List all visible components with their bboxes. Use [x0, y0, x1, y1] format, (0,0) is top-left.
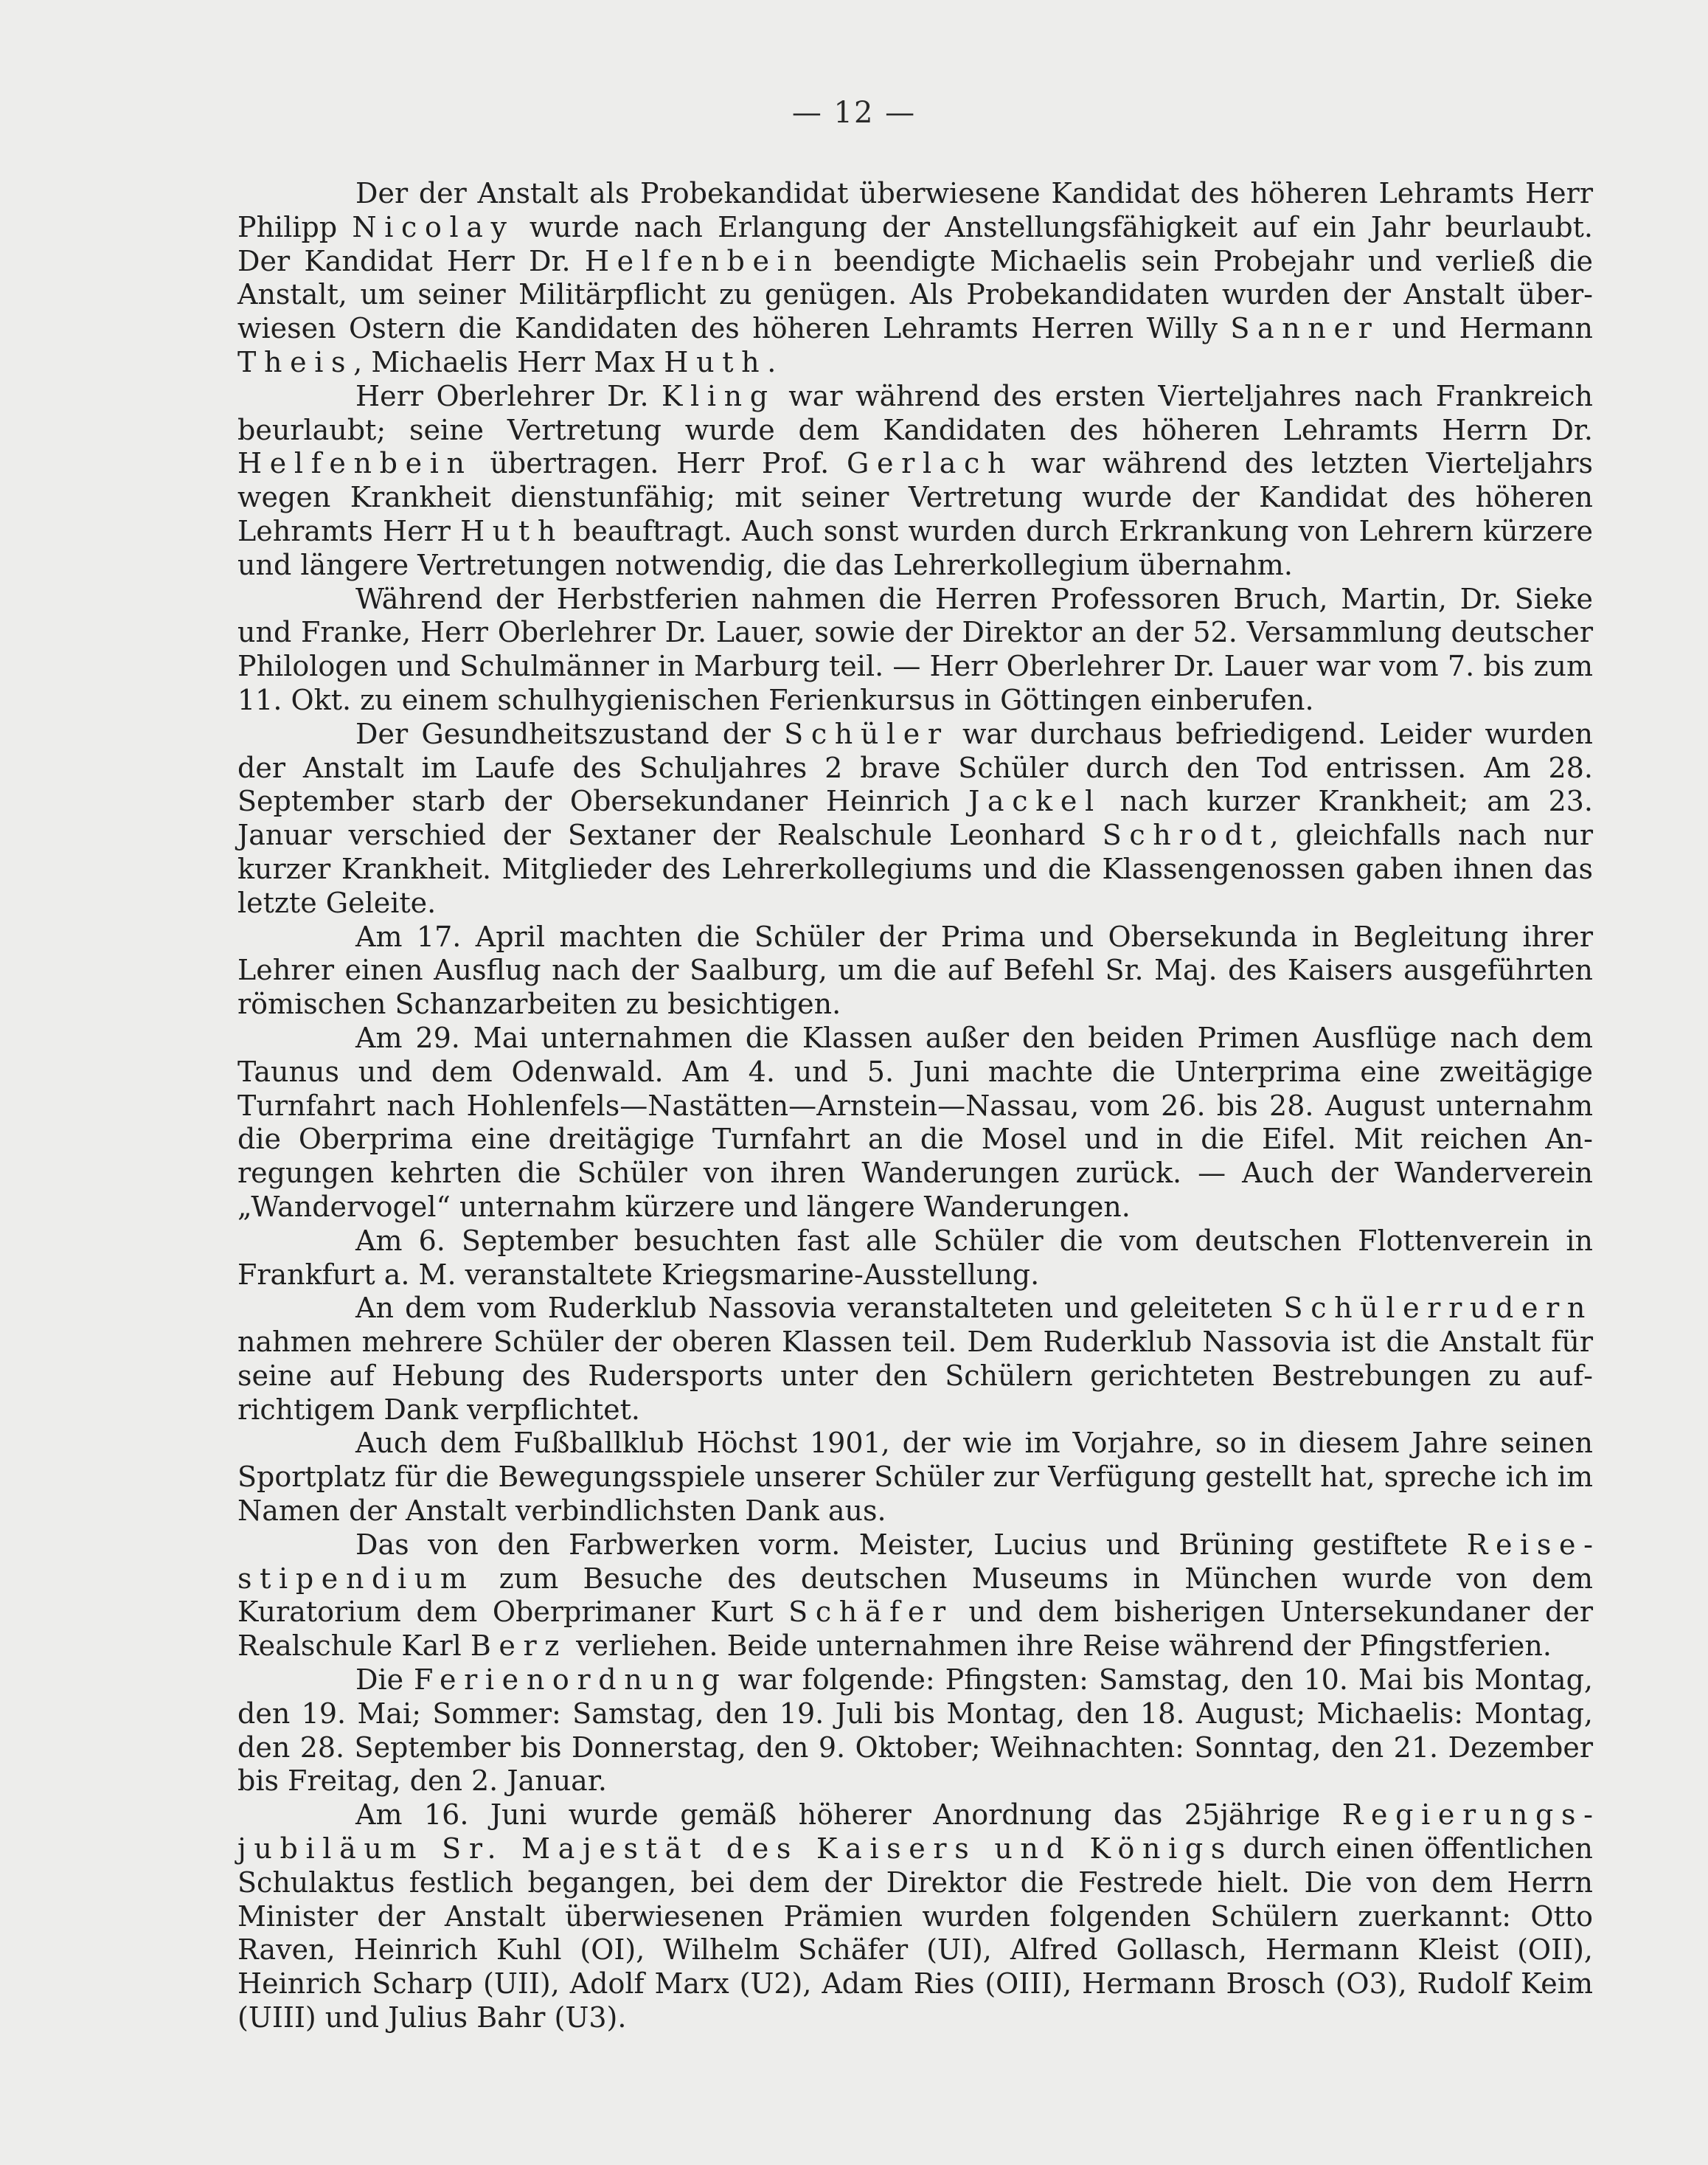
text-run: und Hermann [1379, 312, 1593, 345]
text-run: Am 17. April machten die Schüler der Prima und Obersekunda in Begleitung ihrer Lehrer einen Ausflug nach der Saalburg, um die auf Befehl Sr. Maj. des Kaisers ausgeführten römischen Schanzarbeiten zu besichtigen. [237, 920, 1593, 1021]
text-run: wurde nach Erlangung der Anstellungsfähigkeit auf ein Jahr beurlaubt. Der Kandidat Herr Dr. [237, 210, 1594, 277]
paragraph-candidates [237, 177, 1593, 380]
spaced-emphasis: Regierungsjubiläum Sr. Majestät des Kaisers und Königs [237, 1798, 1593, 1866]
text-run: Die [355, 1663, 414, 1697]
paragraph-health [237, 718, 1593, 921]
text-run: Der Gesundheitszustand der [355, 717, 785, 750]
text-run: und dem bisherigen Untersekundaner der Realschule Karl [237, 1596, 1593, 1663]
text-run: , Michaelis Herr Max [353, 345, 664, 378]
text-run: durch einen öffentlichen Schulaktus festlich begangen, bei dem der Direktor die Festrede hielt. Die von dem Herrn Minister der Anstalt überwiesenen Prämien wurden folgenden Schülern zuerkannt: Otto Raven, Heinrich Kuhl (OI), Wilhelm Schäfer (UI), Alfred Gollasch, Hermann Kleist (OII), Heinrich Scharp (UII), Adolf Marx (U2), Adam Ries (OIII), Hermann Brosch (O3), Rudolf Keim (UIII) und Julius Bahr (U3). [237, 1832, 1593, 2034]
paragraph-substitutions [237, 380, 1593, 583]
paragraph-travel-scholarship [237, 1528, 1593, 1663]
paragraph-navy-exhibition [237, 1224, 1593, 1292]
paragraph-rowing [237, 1292, 1593, 1427]
spaced-emphasis: Sanner [1230, 312, 1380, 345]
spaced-emphasis: Schülerrudern [1283, 1292, 1593, 1325]
text-run: zum Besuche des deutschen Museums in München wurde von dem Kuratorium dem Oberprimaner Kurt [237, 1562, 1593, 1629]
page-number: — 12 — [791, 96, 917, 130]
spaced-emphasis: Helfenbein [584, 244, 820, 277]
text-run: war während des ersten Vierteljahres nach Frankreich beurlaubt; seine Vertretung wurde dem Kandidaten des höheren Lehramts Herrn Dr. [237, 379, 1594, 446]
text-run: Am 16. Juni wurde gemäß höherer Anordnung das 25jährige [355, 1798, 1342, 1832]
text-run: Am 6. September besuchten fast alle Schüler die vom deutschen Flottenverein in Frankfurt a. M. veranstaltete Kriegsmarine-Ausstellung. [237, 1224, 1593, 1291]
text-run: , gleichfalls nach nur kurzer Krankheit. Mitglieder des Lehrerkollegiums und die Klassengenossen gaben ihnen das letzte Geleite. [237, 819, 1593, 919]
spaced-emphasis: Jackel [968, 785, 1102, 818]
text-run: Während der Herbstferien nahmen die Herren Professoren Bruch, Martin, Dr. Sieke und Franke, Herr Oberlehrer Dr. Lauer, sowie der Direktor an der 52. Versammlung deutscher Philologen und Schulmänner in Marburg teil. — Herr Oberlehrer Dr. Lauer war vom 7. bis zum 11. Okt. zu einem schulhygienischen Ferienkursus in Göttingen einberufen. [237, 582, 1593, 716]
text-run: Das von den Farbwerken vorm. Meister, Lucius und Brüning gestiftete [355, 1528, 1467, 1561]
text-run: . [767, 345, 777, 378]
paragraph-jubilee [237, 1798, 1593, 2035]
text-run: beauftragt. Auch sonst wurden durch Erkrankung von Lehrern kürzere und längere Vertretungen notwendig, die das Lehrerkollegium übernahm. [237, 514, 1593, 581]
paragraph-excursions [237, 1022, 1593, 1224]
spaced-emphasis: Kling [662, 379, 776, 412]
paragraph-football-club [237, 1427, 1593, 1528]
text-run: nahmen mehrere Schüler der oberen Klassen teil. Dem Ruderklub Nassovia ist die Anstalt für seine auf Hebung des Rudersports unter den Schülern gerichteten Bestrebungen zu aufrichtigem Dank verpflichtet. [237, 1326, 1593, 1426]
text-run: war während des letzten Vierteljahrs wegen Krankheit dienstunfähig; mit seiner Vertretung wurde der Kandidat des höheren Lehramts Herr [237, 447, 1593, 547]
text-run: nach kurzer Krankheit; am 23. Januar verschied der Sextaner der Realschule Leonhard [237, 785, 1594, 852]
text-run: An dem vom Ruderklub Nassovia veranstalteten und geleiteten [355, 1292, 1284, 1325]
spaced-emphasis: Huth [460, 514, 563, 547]
document-body [237, 177, 1593, 2035]
spaced-emphasis: Ferienordnung [414, 1663, 728, 1697]
spaced-emphasis: Schrodt [1102, 819, 1270, 852]
spaced-emphasis: Helfenbein [237, 447, 473, 480]
text-run: Am 29. Mai unternahmen die Klassen außer den beiden Primen Ausflüge nach dem Taunus und dem Odenwald. Am 4. und 5. Juni machte die Unterprima eine zweitägige Turnfahrt nach Hohlenfels—Nastätten—Arnstein—Nassau, vom 26. bis 28. August unternahm die Oberprima eine dreitägige Turnfahrt an die Mosel und in die Eifel. Mit reichen Anregungen kehrten die Schüler von ihren Wanderungen zurück. — Auch der Wanderverein „Wandervogel“ unternahm kürzere und längere Wanderungen. [237, 1021, 1593, 1223]
text-run: beendigte Michaelis sein Probejahr und verließ die Anstalt, um seiner Militärpflicht zu genügen. Als Probekandidaten wurden der Anstalt überwiesen Ostern die Kandidaten des höheren Lehramts Herren Willy [237, 244, 1593, 345]
spaced-emphasis: Schüler [784, 717, 949, 750]
spaced-emphasis: Berz [470, 1629, 567, 1663]
paragraph-philologists-meeting [237, 583, 1593, 718]
paragraph-saalburg-excursion [237, 921, 1593, 1022]
text-run: war durchaus befriedigend. Leider wurden der Anstalt im Laufe des Schuljahres 2 brave Schüler durch den Tod entrissen. Am 28. September starb der Obersekundaner Heinrich [237, 717, 1593, 818]
spaced-emphasis: Gerlach [847, 447, 1014, 480]
spaced-emphasis: Reisestipendium [237, 1528, 1593, 1595]
spaced-emphasis: Huth [664, 345, 768, 378]
spaced-emphasis: Nicolay [352, 210, 515, 243]
text-run: Der der Anstalt als Probekandidat überwiesene Kandidat des höheren Lehramts Herr Philipp [237, 177, 1593, 243]
text-run: Auch dem Fußballklub Höchst 1901, der wie im Vorjahre, so in diesem Jahre seinen Sportplatz für die Bewegungsspiele unserer Schüler zur Verfügung gestellt hat, spreche ich im Namen der Anstalt verbindlichsten Dank aus. [237, 1427, 1593, 1528]
text-run: war folgende: Pfingsten: Samstag, den 10. Mai bis Montag, den 19. Mai; Sommer: Samstag, den 19. Juli bis Montag, den 18. August; Michaelis: Montag, den 28. September bis Donnerstag, den 9. Oktober; Weihnachten: Sonntag, den 21. Dezember bis Freitag, den 2. Januar. [237, 1663, 1593, 1798]
text-run: verliehen. Beide unternahmen ihre Reise während der Pfingstferien. [566, 1629, 1552, 1663]
spaced-emphasis: Theis [237, 345, 354, 378]
paragraph-holidays [237, 1663, 1593, 1798]
spaced-emphasis: Schäfer [788, 1596, 954, 1629]
text-run: Herr Oberlehrer Dr. [355, 379, 662, 412]
text-run: übertragen. Herr Prof. [472, 447, 847, 480]
